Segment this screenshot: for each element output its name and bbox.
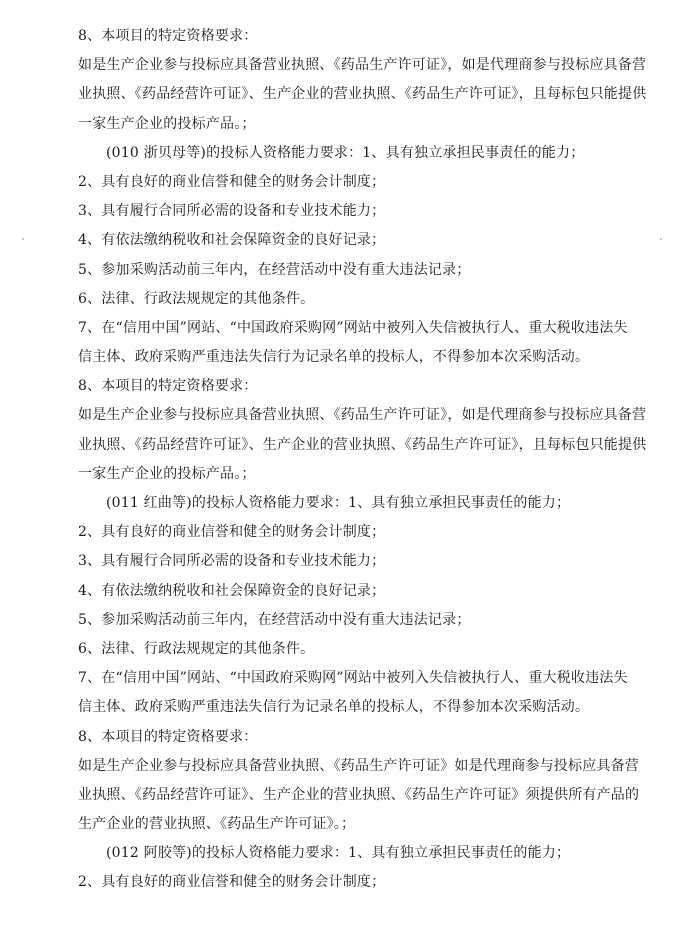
paragraph-line: 业执照、《药品经营许可证》、生产企业的营业执照、《药品生产许可证》须提供所有产品的 [78, 786, 640, 803]
section-heading: 8、本项目的特定资格要求： [78, 728, 258, 745]
scan-speck [660, 238, 662, 240]
section-heading: 8、本项目的特定资格要求： [78, 378, 258, 395]
requirement-item: 3、具有履行合同所必需的设备和专业技术能力； [78, 553, 386, 570]
scan-speck [22, 238, 24, 240]
requirement-item: 5、参加采购活动前三年内，在经营活动中没有重大违法记录； [78, 261, 471, 278]
lot-requirement-heading: (010 浙贝母等)的投标人资格能力要求：1、具有独立承担民事责任的能力； [106, 144, 585, 161]
requirement-item: 6、法律、行政法规规定的其他条件。 [78, 640, 315, 657]
document-body [78, 22, 647, 898]
paragraph-line: 信主体、政府采购严重违法失信行为记录名单的投标人，不得参加本次采购活动。 [78, 349, 590, 366]
paragraph-line: 一家生产企业的投标产品。； [78, 465, 256, 482]
paragraph-line: 生产企业的营业执照、《药品生产许可证》。； [78, 816, 356, 833]
paragraph-line: 如是生产企业参与投标应具备营业执照、《药品生产许可证》如是代理商参与投标应具备营 [78, 757, 639, 774]
paragraph-line: 业执照、《药品经营许可证》、生产企业的营业执照、《药品生产许可证》，且每标包只能提供 [78, 86, 647, 103]
paragraph-line: 业执照、《药品经营许可证》、生产企业的营业执照、《药品生产许可证》，且每标包只能提供 [78, 436, 647, 453]
section-heading: 8、本项目的特定资格要求： [78, 28, 258, 44]
lot-requirement-heading: (012 阿胶等)的投标人资格能力要求：1、具有独立承担民事责任的能力； [106, 845, 571, 862]
requirement-item: 3、具有履行合同所必需的设备和专业技术能力； [78, 203, 386, 220]
paragraph-line: 如是生产企业参与投标应具备营业执照、《药品生产许可证》，如是代理商参与投标应具备营 [78, 57, 647, 74]
requirement-item: 7、在“信用中国”网站、“中国政府采购网”网站中被列入失信被执行人、重大税收违法失 [78, 319, 628, 336]
requirement-item: 5、参加采购活动前三年内，在经营活动中没有重大违法记录； [78, 611, 471, 628]
requirement-item: 2、具有良好的商业信誉和健全的财务会计制度； [78, 524, 386, 541]
requirement-item: 4、有依法缴纳税收和社会保障资金的良好记录； [78, 582, 386, 599]
requirement-item: 2、具有良好的商业信誉和健全的财务会计制度； [78, 874, 386, 891]
requirement-item: 4、有依法缴纳税收和社会保障资金的良好记录； [78, 232, 386, 249]
paragraph-line: 如是生产企业参与投标应具备营业执照、《药品生产许可证》，如是代理商参与投标应具备营 [78, 407, 647, 424]
lot-requirement-heading: (011 红曲等)的投标人资格能力要求：1、具有独立承担民事责任的能力； [106, 495, 571, 511]
requirement-item: 6、法律、行政法规规定的其他条件。 [78, 290, 315, 307]
paragraph-line: 一家生产企业的投标产品。； [78, 115, 256, 132]
requirement-item: 2、具有良好的商业信誉和健全的财务会计制度； [78, 173, 386, 190]
paragraph-line: 信主体、政府采购严重违法失信行为记录名单的投标人，不得参加本次采购活动。 [78, 699, 590, 716]
requirement-item: 7、在“信用中国”网站、“中国政府采购网”网站中被列入失信被执行人、重大税收违法失 [78, 670, 628, 687]
